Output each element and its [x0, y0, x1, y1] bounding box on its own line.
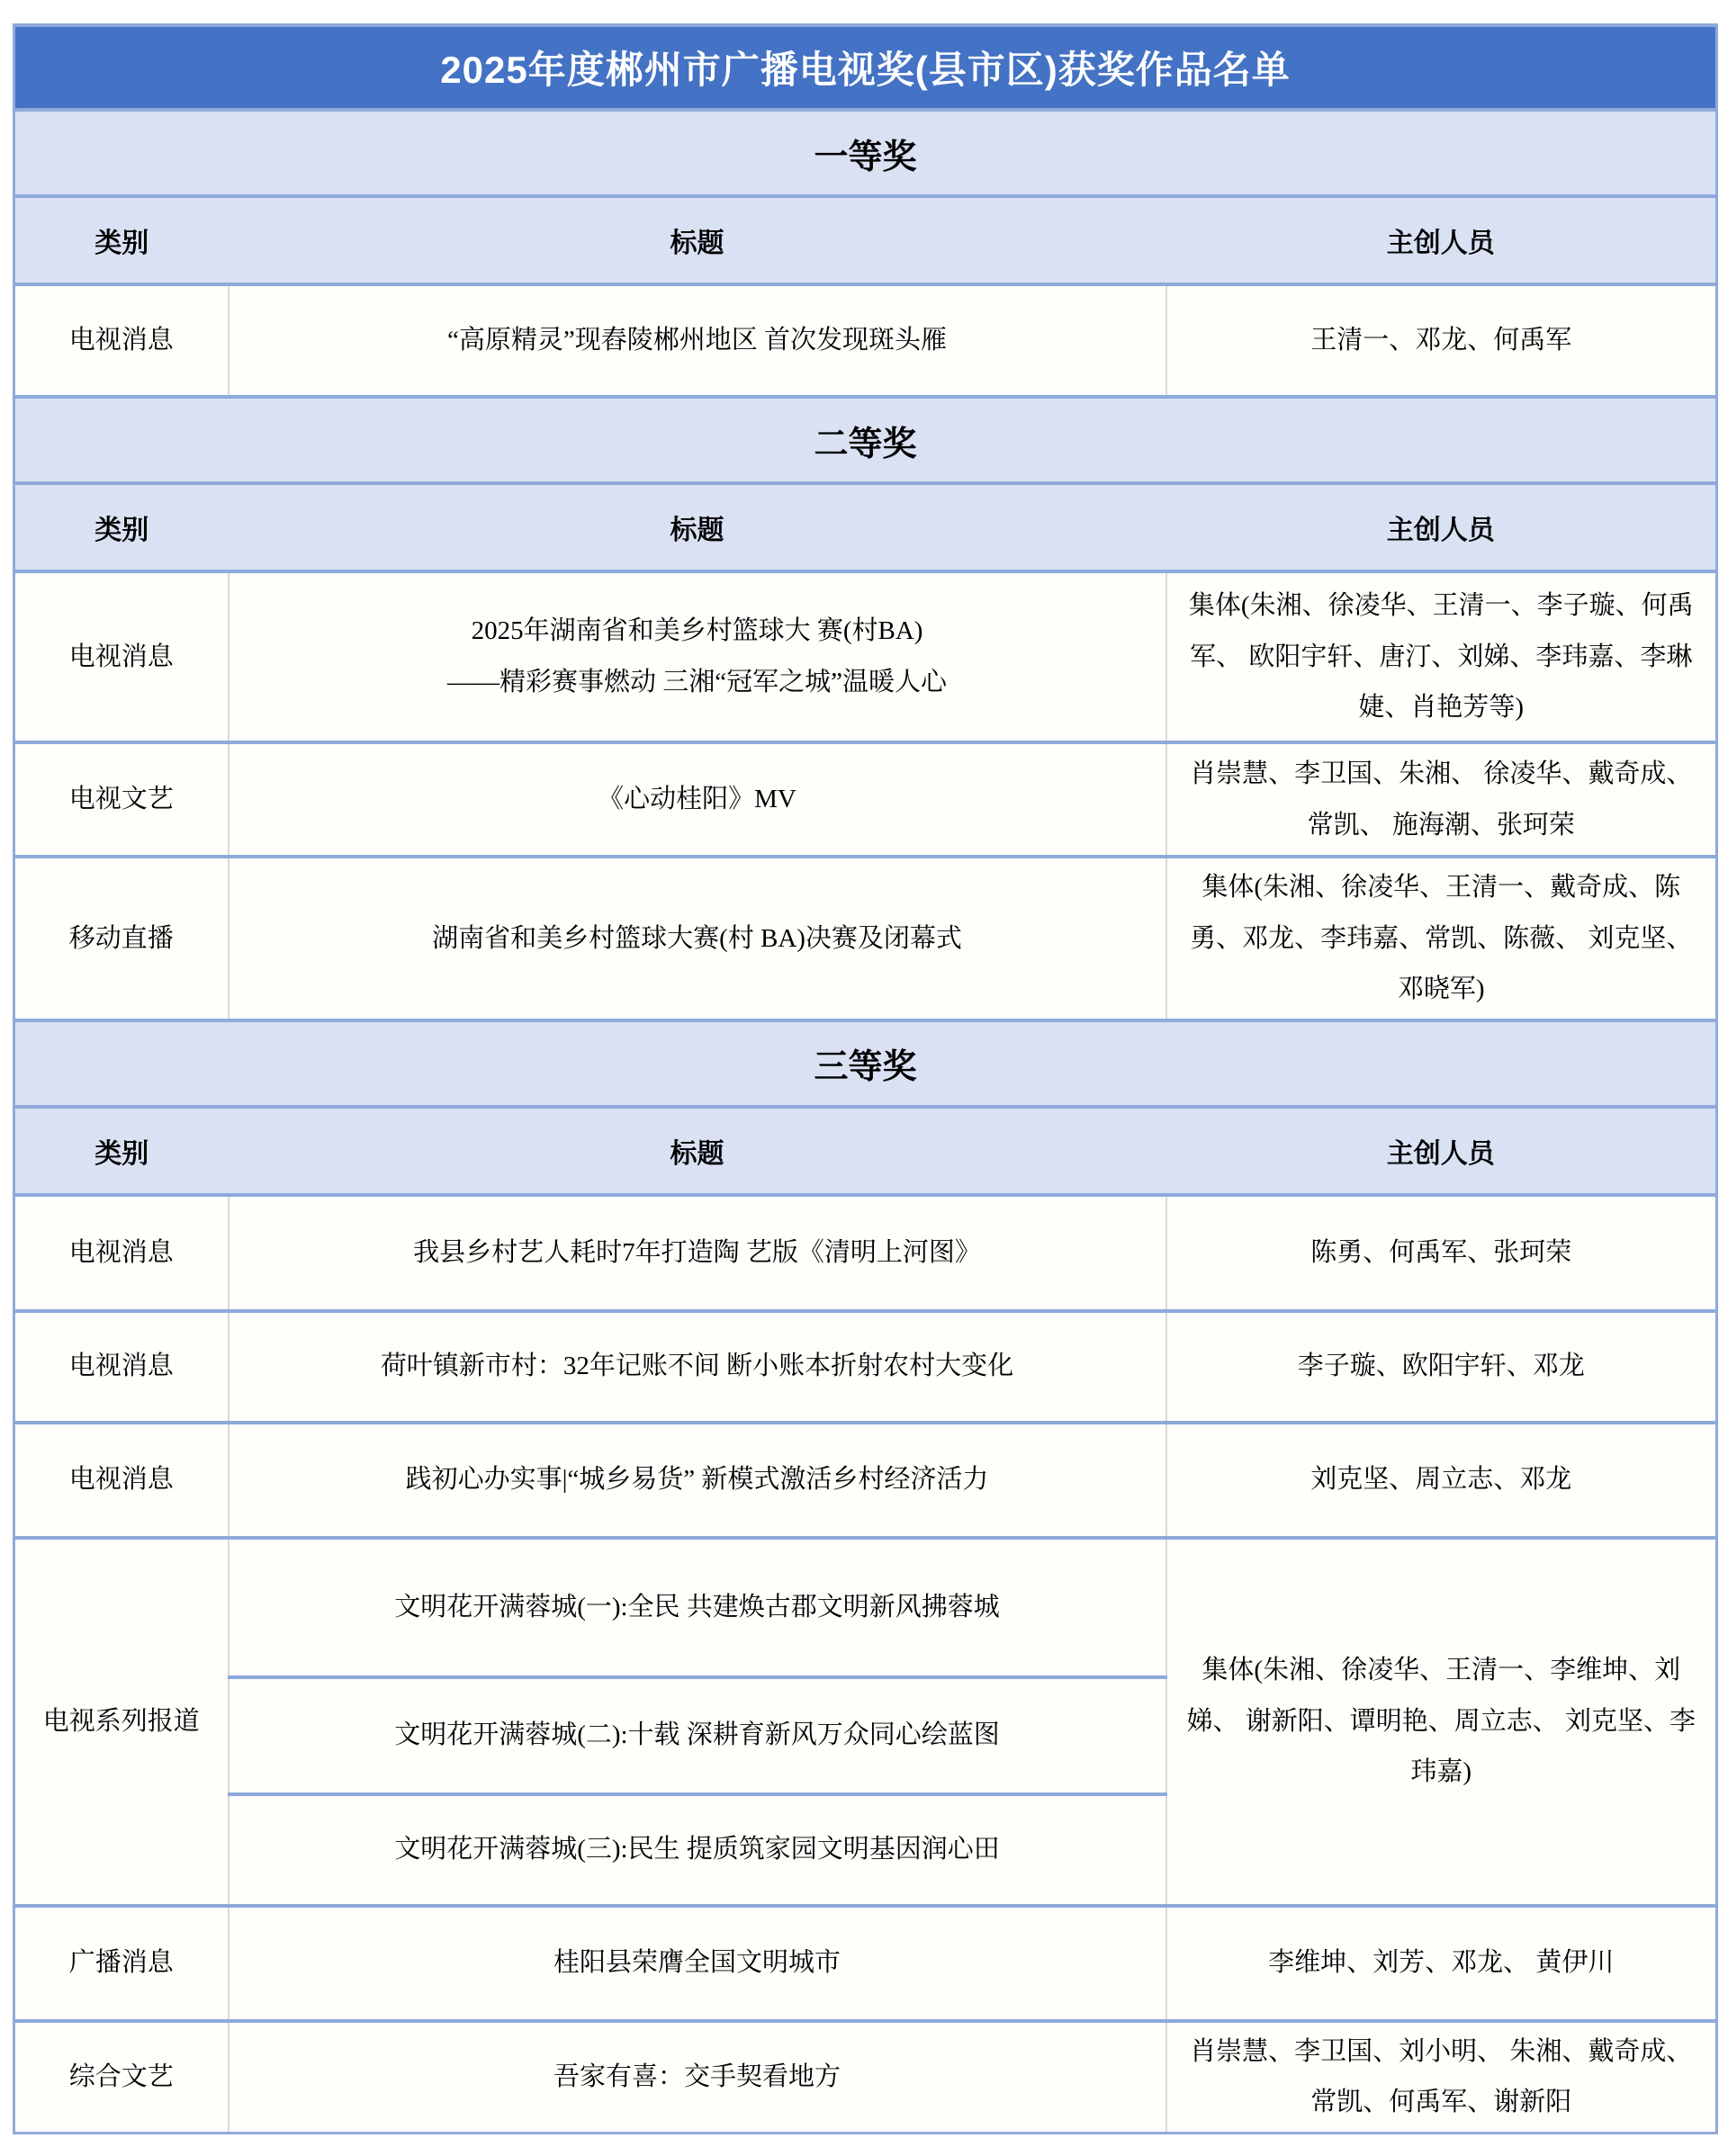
table-row	[14, 742, 1717, 857]
column-header-category: 类别	[14, 196, 229, 284]
category-cell: 电视消息	[14, 1195, 229, 1311]
creators-cell: 陈勇、何禹军、张珂荣	[1166, 1195, 1717, 1311]
section-banner-third-prize	[14, 1020, 1717, 1107]
table-row-series-1	[14, 1538, 1717, 1677]
column-header-title: 标题	[229, 483, 1166, 571]
column-header-row-3	[14, 1107, 1717, 1195]
title-cell: 文明花开满蓉城(二):十载 深耕育新风万众同心绘蓝图	[229, 1677, 1166, 1794]
banner-label: 二等奖	[14, 397, 1717, 483]
table-row	[14, 1195, 1717, 1311]
column-header-title: 标题	[229, 196, 1166, 284]
title-cell: 文明花开满蓉城(一):全民 共建焕古郡文明新风拂蓉城	[229, 1538, 1166, 1677]
title-cell: 践初心办实事|“城乡易货” 新模式激活乡村经济活力	[229, 1423, 1166, 1538]
awards-table	[13, 23, 1718, 2134]
category-cell: 电视消息	[14, 571, 229, 742]
title-cell: 《心动桂阳》MV	[229, 742, 1166, 857]
table-row	[14, 857, 1717, 1020]
category-cell: 综合文艺	[14, 2021, 229, 2134]
category-cell: 电视消息	[14, 1311, 229, 1423]
creators-cell: 集体(朱湘、徐凌华、王清一、戴奇成、陈勇、邓龙、李玮嘉、常凯、陈薇、 刘克坚、邓晓军)	[1166, 857, 1717, 1020]
category-cell: 电视消息	[14, 284, 229, 397]
creators-cell: 刘克坚、周立志、邓龙	[1166, 1423, 1717, 1538]
column-header-category: 类别	[14, 483, 229, 571]
section-banner-second-prize	[14, 397, 1717, 483]
column-header-row-2	[14, 483, 1717, 571]
column-header-creators: 主创人员	[1166, 196, 1717, 284]
table-row	[14, 2021, 1717, 2134]
title-cell: 文明花开满蓉城(三):民生 提质筑家园文明基因润心田	[229, 1794, 1166, 1906]
section-banner-first-prize	[14, 110, 1717, 196]
column-header-creators: 主创人员	[1166, 1107, 1717, 1195]
column-header-row-1	[14, 196, 1717, 284]
title-cell: “高原精灵”现舂陵郴州地区 首次发现斑头雁	[229, 284, 1166, 397]
title-bar	[14, 25, 1717, 110]
table-row	[14, 1423, 1717, 1538]
creators-cell: 集体(朱湘、徐凌华、王清一、李子璇、何禹军、 欧阳宇轩、唐汀、刘娣、李玮嘉、李琳婕、肖艳芳等)	[1166, 571, 1717, 742]
banner-label: 三等奖	[14, 1020, 1717, 1107]
table-row	[14, 1311, 1717, 1423]
category-cell: 电视系列报道	[14, 1538, 229, 1906]
column-header-category: 类别	[14, 1107, 229, 1195]
creators-cell: 李子璇、欧阳宇轩、邓龙	[1166, 1311, 1717, 1423]
banner-label: 一等奖	[14, 110, 1717, 196]
title-cell: 湖南省和美乡村篮球大赛(村 BA)决赛及闭幕式	[229, 857, 1166, 1020]
creators-cell: 肖崇慧、李卫国、朱湘、 徐凌华、戴奇成、常凯、 施海潮、张珂荣	[1166, 742, 1717, 857]
title-line-2: ——精彩赛事燃动 三湘“冠军之城”温暖人心	[447, 668, 947, 696]
category-cell: 电视文艺	[14, 742, 229, 857]
table-row	[14, 284, 1717, 397]
title-line-1: 2025年湖南省和美乡村篮球大 赛(村BA)	[471, 616, 923, 646]
title-cell	[229, 571, 1166, 742]
category-cell: 移动直播	[14, 857, 229, 1020]
title-cell: 吾家有喜：交手契看地方	[229, 2021, 1166, 2134]
page-title: 2025年度郴州市广播电视奖(县市区)获奖作品名单	[14, 25, 1717, 110]
table-row	[14, 1906, 1717, 2021]
column-header-creators: 主创人员	[1166, 483, 1717, 571]
title-cell: 我县乡村艺人耗时7年打造陶 艺版《清明上河图》	[229, 1195, 1166, 1311]
creators-cell: 肖崇慧、李卫国、刘小明、 朱湘、戴奇成、常凯、何禹军、谢新阳	[1166, 2021, 1717, 2134]
title-cell: 桂阳县荣膺全国文明城市	[229, 1906, 1166, 2021]
title-cell: 荷叶镇新市村：32年记账不间 断小账本折射农村大变化	[229, 1311, 1166, 1423]
creators-cell: 李维坤、刘芳、邓龙、 黄伊川	[1166, 1906, 1717, 2021]
table-row	[14, 571, 1717, 742]
column-header-title: 标题	[229, 1107, 1166, 1195]
creators-cell: 集体(朱湘、徐凌华、王清一、李维坤、刘娣、 谢新阳、谭明艳、周立志、 刘克坚、李玮嘉)	[1166, 1538, 1717, 1906]
category-cell: 电视消息	[14, 1423, 229, 1538]
category-cell: 广播消息	[14, 1906, 229, 2021]
creators-cell: 王清一、邓龙、何禹军	[1166, 284, 1717, 397]
